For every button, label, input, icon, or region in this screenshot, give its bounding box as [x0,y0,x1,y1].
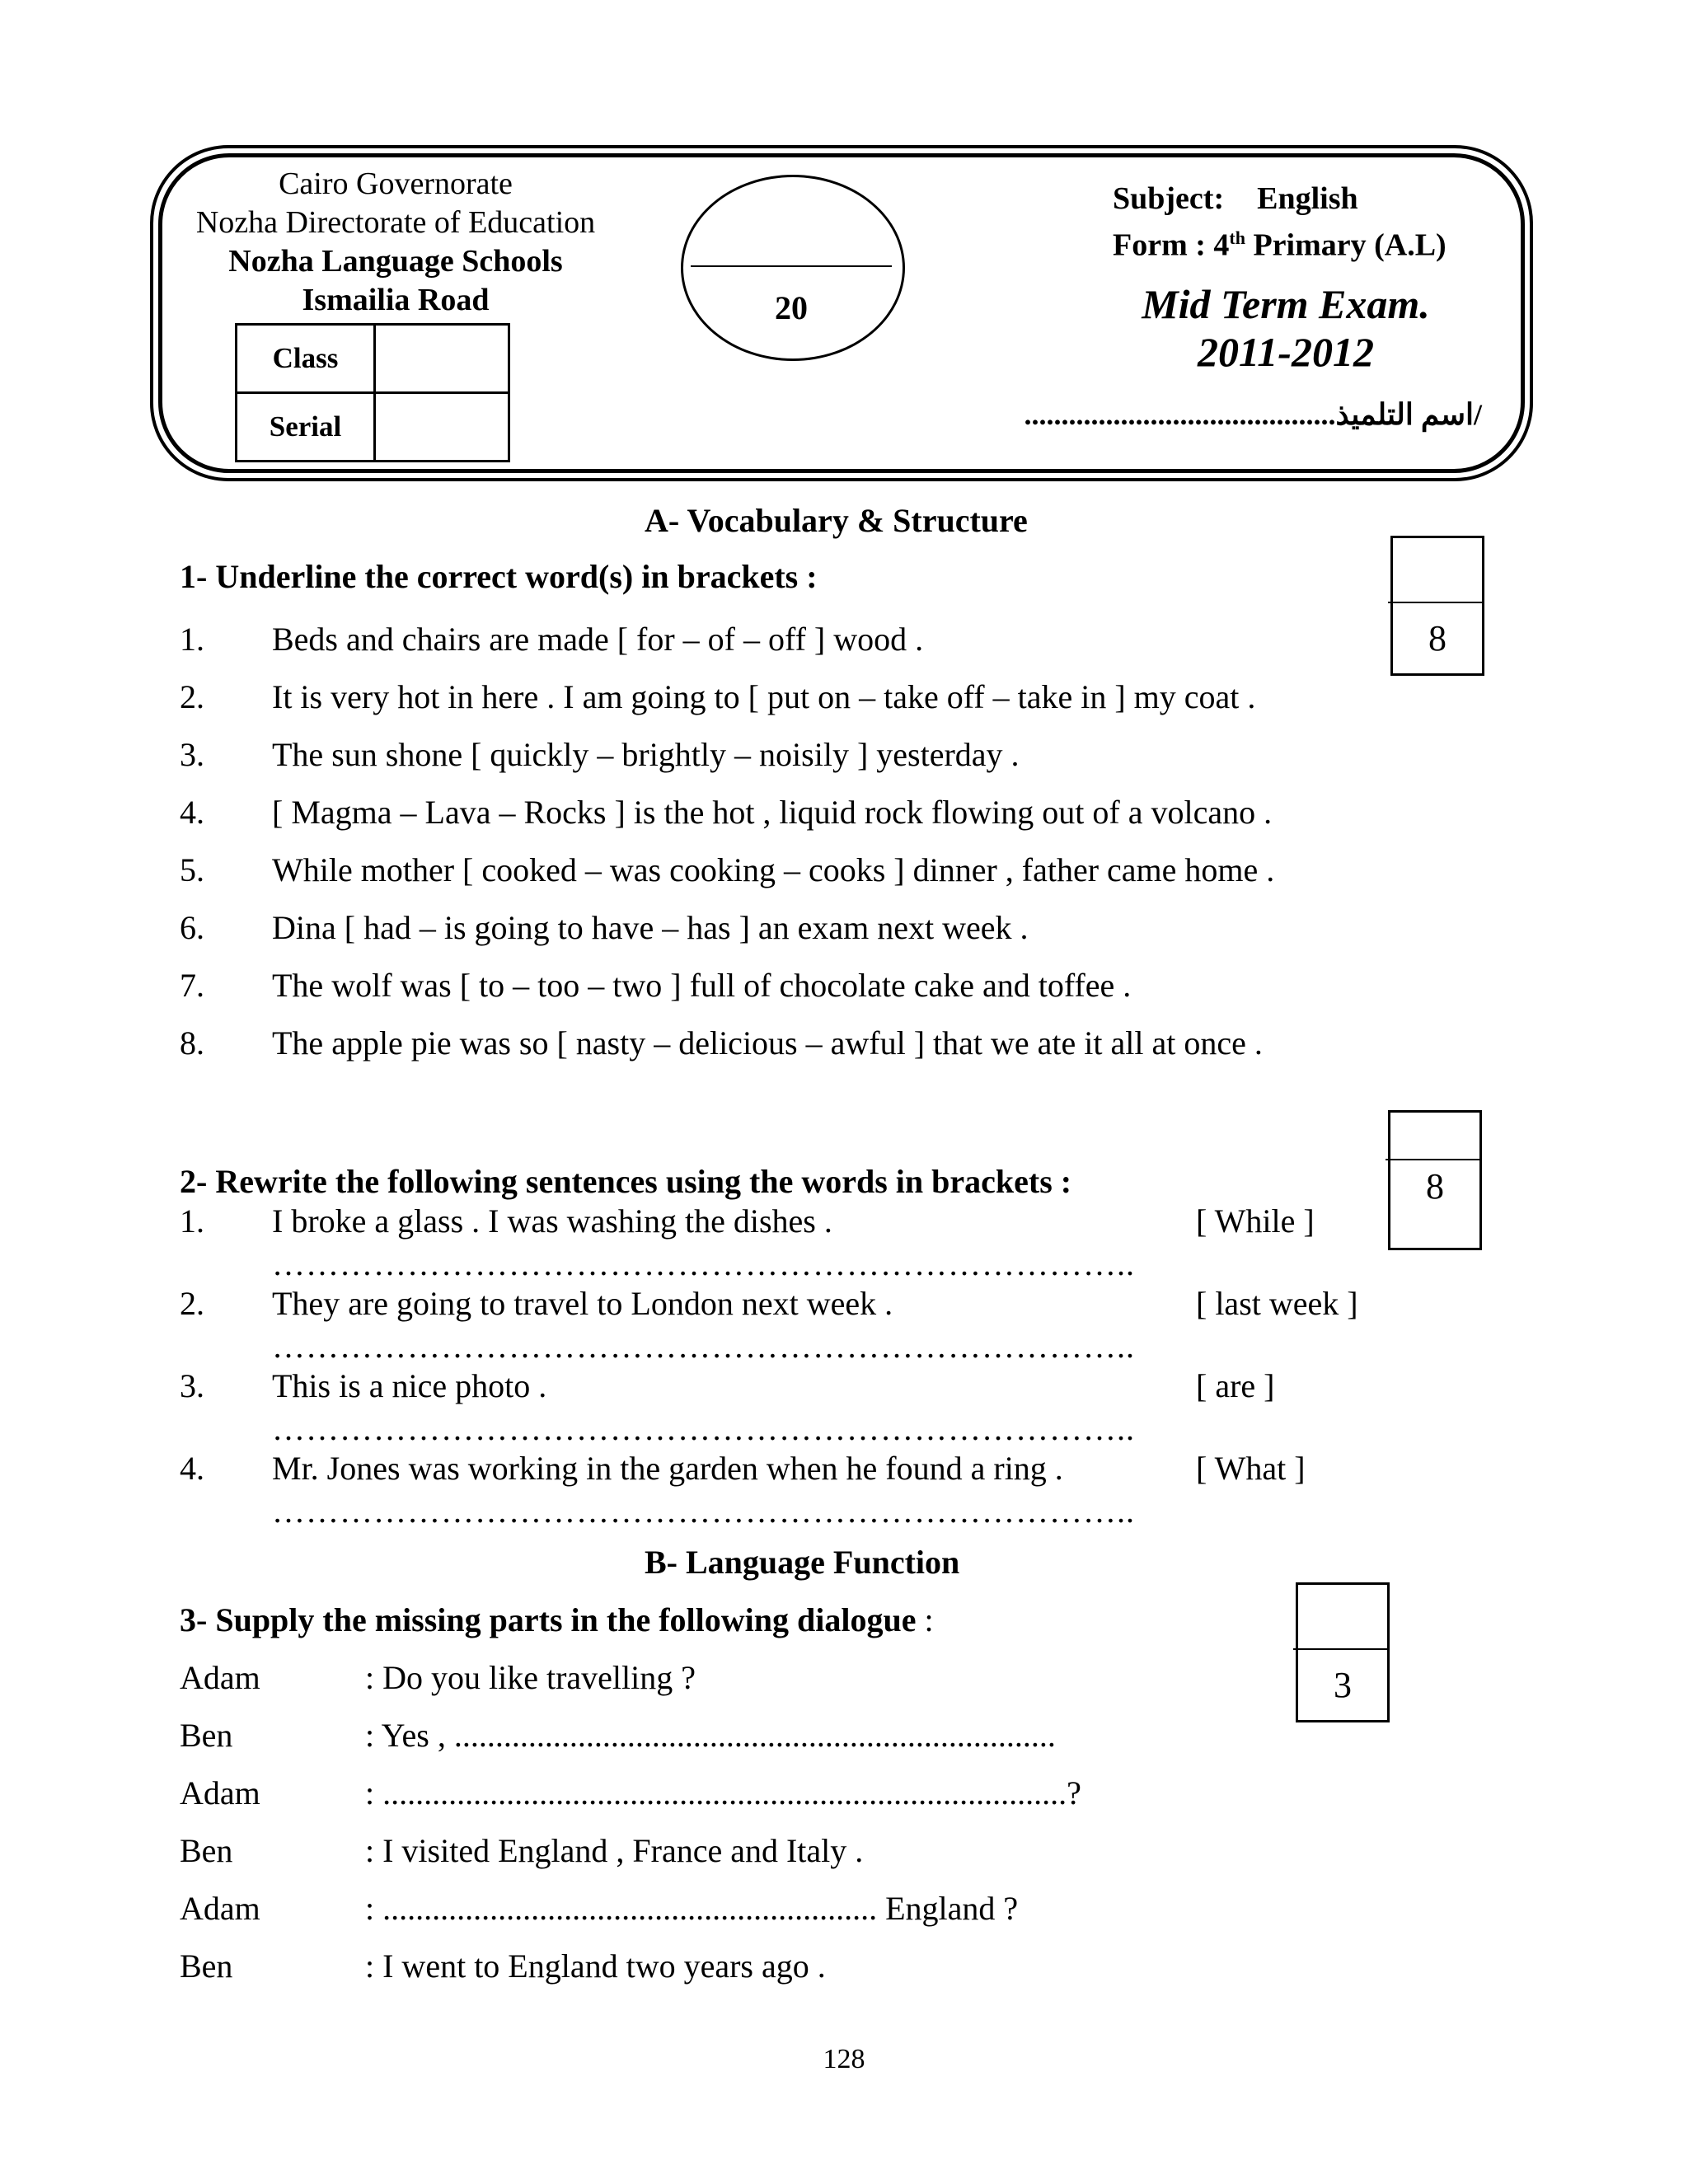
serial-field[interactable] [375,393,509,462]
item-text: I broke a glass . I was washing the dishes . [272,1202,832,1240]
student-name-field[interactable]: ..........................................اسم التلميذ/ [1024,398,1482,431]
q3-score-line[interactable] [1293,1648,1387,1650]
serial-label: Serial [237,393,375,462]
speaker: Ben [180,1717,233,1754]
q1-heading: 1- Underline the correct word(s) in brackets : [180,558,818,595]
item-number: 4. [180,794,204,831]
school-info [173,165,618,320]
item-number: 1. [180,1202,204,1240]
exam-title-block [1104,280,1467,376]
exam-title: Mid Term Exam. [1142,281,1430,327]
item-number: 6. [180,909,204,946]
form-row [1113,218,1447,265]
answer-line[interactable]: ………………………………………………………………….. [272,1328,1135,1365]
item-text: The apple pie was so [ nasty – delicious – awful ] that we ate it all at once . [272,1024,1263,1062]
speaker: Ben [180,1832,233,1869]
item-hint: [ While ] [1196,1202,1315,1240]
item-number: 1. [180,621,204,658]
q2-mark-box [1388,1110,1482,1250]
answer-line[interactable]: ………………………………………………………………….. [272,1410,1135,1447]
q3-mark: 3 [1334,1665,1352,1705]
item-text: Mr. Jones was working in the garden when he found a ring . [272,1450,1063,1487]
item-text: The wolf was [ to – too – two ] full of chocolate cake and toffee . [272,967,1132,1004]
class-field[interactable] [375,325,509,393]
item-number: 7. [180,967,204,1004]
form-label: Form : [1113,227,1206,263]
q3-heading: 3- Supply the missing parts in the following dialogue [180,1601,917,1638]
governorate: Cairo Governorate [279,166,513,201]
exam-info [1113,180,1447,265]
item-number: 3. [180,736,204,773]
dialogue-blank[interactable]: : ............................................................ England ? [365,1890,1019,1927]
grade-score-line[interactable] [691,265,892,267]
item-number: 8. [180,1024,204,1062]
subject-row [1113,180,1447,218]
page-number: 128 [823,2044,865,2074]
total-grade: 20 [775,289,808,326]
answer-line[interactable]: ………………………………………………………………….. [272,1245,1135,1282]
speaker: Adam [180,1774,260,1811]
form-suffix: th [1229,227,1245,248]
q2-score-line[interactable] [1386,1159,1479,1160]
q2-heading: 2- Rewrite the following sentences using the words in brackets : [180,1163,1072,1200]
dialogue-text: : I went to England two years ago . [365,1947,826,1985]
item-number: 5. [180,851,204,888]
q3-heading-colon: : [916,1601,934,1638]
form-number: 4 [1213,227,1230,263]
dialogue-text: : Do you like travelling ? [365,1659,696,1696]
section-b-title: B- Language Function [645,1544,960,1581]
class-label: Class [237,325,375,393]
item-hint: [ are ] [1196,1367,1275,1404]
form-value: Primary (A.L) [1253,227,1447,263]
item-text: [ Magma – Lava – Rocks ] is the hot , liquid rock flowing out of a volcano . [272,794,1273,831]
item-text: Beds and chairs are made [ for – of – off ] wood . [272,621,924,658]
q1-mark: 8 [1428,618,1447,658]
item-text: Dina [ had – is going to have – has ] an exam next week . [272,909,1029,946]
item-number: 2. [180,1285,204,1322]
school-name: Nozha Language Schools [228,244,563,279]
dialogue-text: : I visited England , France and Italy . [365,1832,864,1869]
class-serial-table [235,323,510,462]
dialogue-blank[interactable]: : Yes , ......................................................................... [365,1717,1056,1754]
item-number: 2. [180,678,204,715]
speaker: Adam [180,1659,260,1696]
item-hint: [ last week ] [1196,1285,1358,1322]
q1-score-line[interactable] [1388,602,1482,603]
directorate: Nozha Directorate of Education [195,205,596,240]
item-text: The sun shone [ quickly – brightly – noisily ] yesterday . [272,736,1020,773]
answer-line[interactable]: ………………………………………………………………….. [272,1493,1135,1530]
speaker: Ben [180,1947,233,1985]
item-number: 3. [180,1367,204,1404]
item-text: This is a nice photo . [272,1367,547,1404]
section-a-title: A- Vocabulary & Structure [645,502,1028,539]
q2-mark: 8 [1426,1166,1444,1207]
subject-label: Subject: [1113,181,1225,216]
item-number: 4. [180,1450,204,1487]
dialogue-blank[interactable]: : ...................................................................................? [365,1774,1081,1811]
q1-mark-box [1390,536,1484,676]
q3-mark-box [1296,1582,1390,1722]
item-text: They are going to travel to London next week . [272,1285,893,1322]
item-text: It is very hot in here . I am going to [ put on – take off – take in ] my coat . [272,678,1256,715]
total-grade-oval [681,175,905,361]
subject-value: English [1257,181,1358,216]
item-hint: [ What ] [1196,1450,1306,1487]
q3-heading-row [180,1601,934,1639]
school-address: Ismailia Road [302,283,490,317]
item-text: While mother [ cooked – was cooking – cooks ] dinner , father came home . [272,851,1275,888]
speaker: Adam [180,1890,260,1927]
exam-year: 2011-2012 [1198,329,1374,375]
